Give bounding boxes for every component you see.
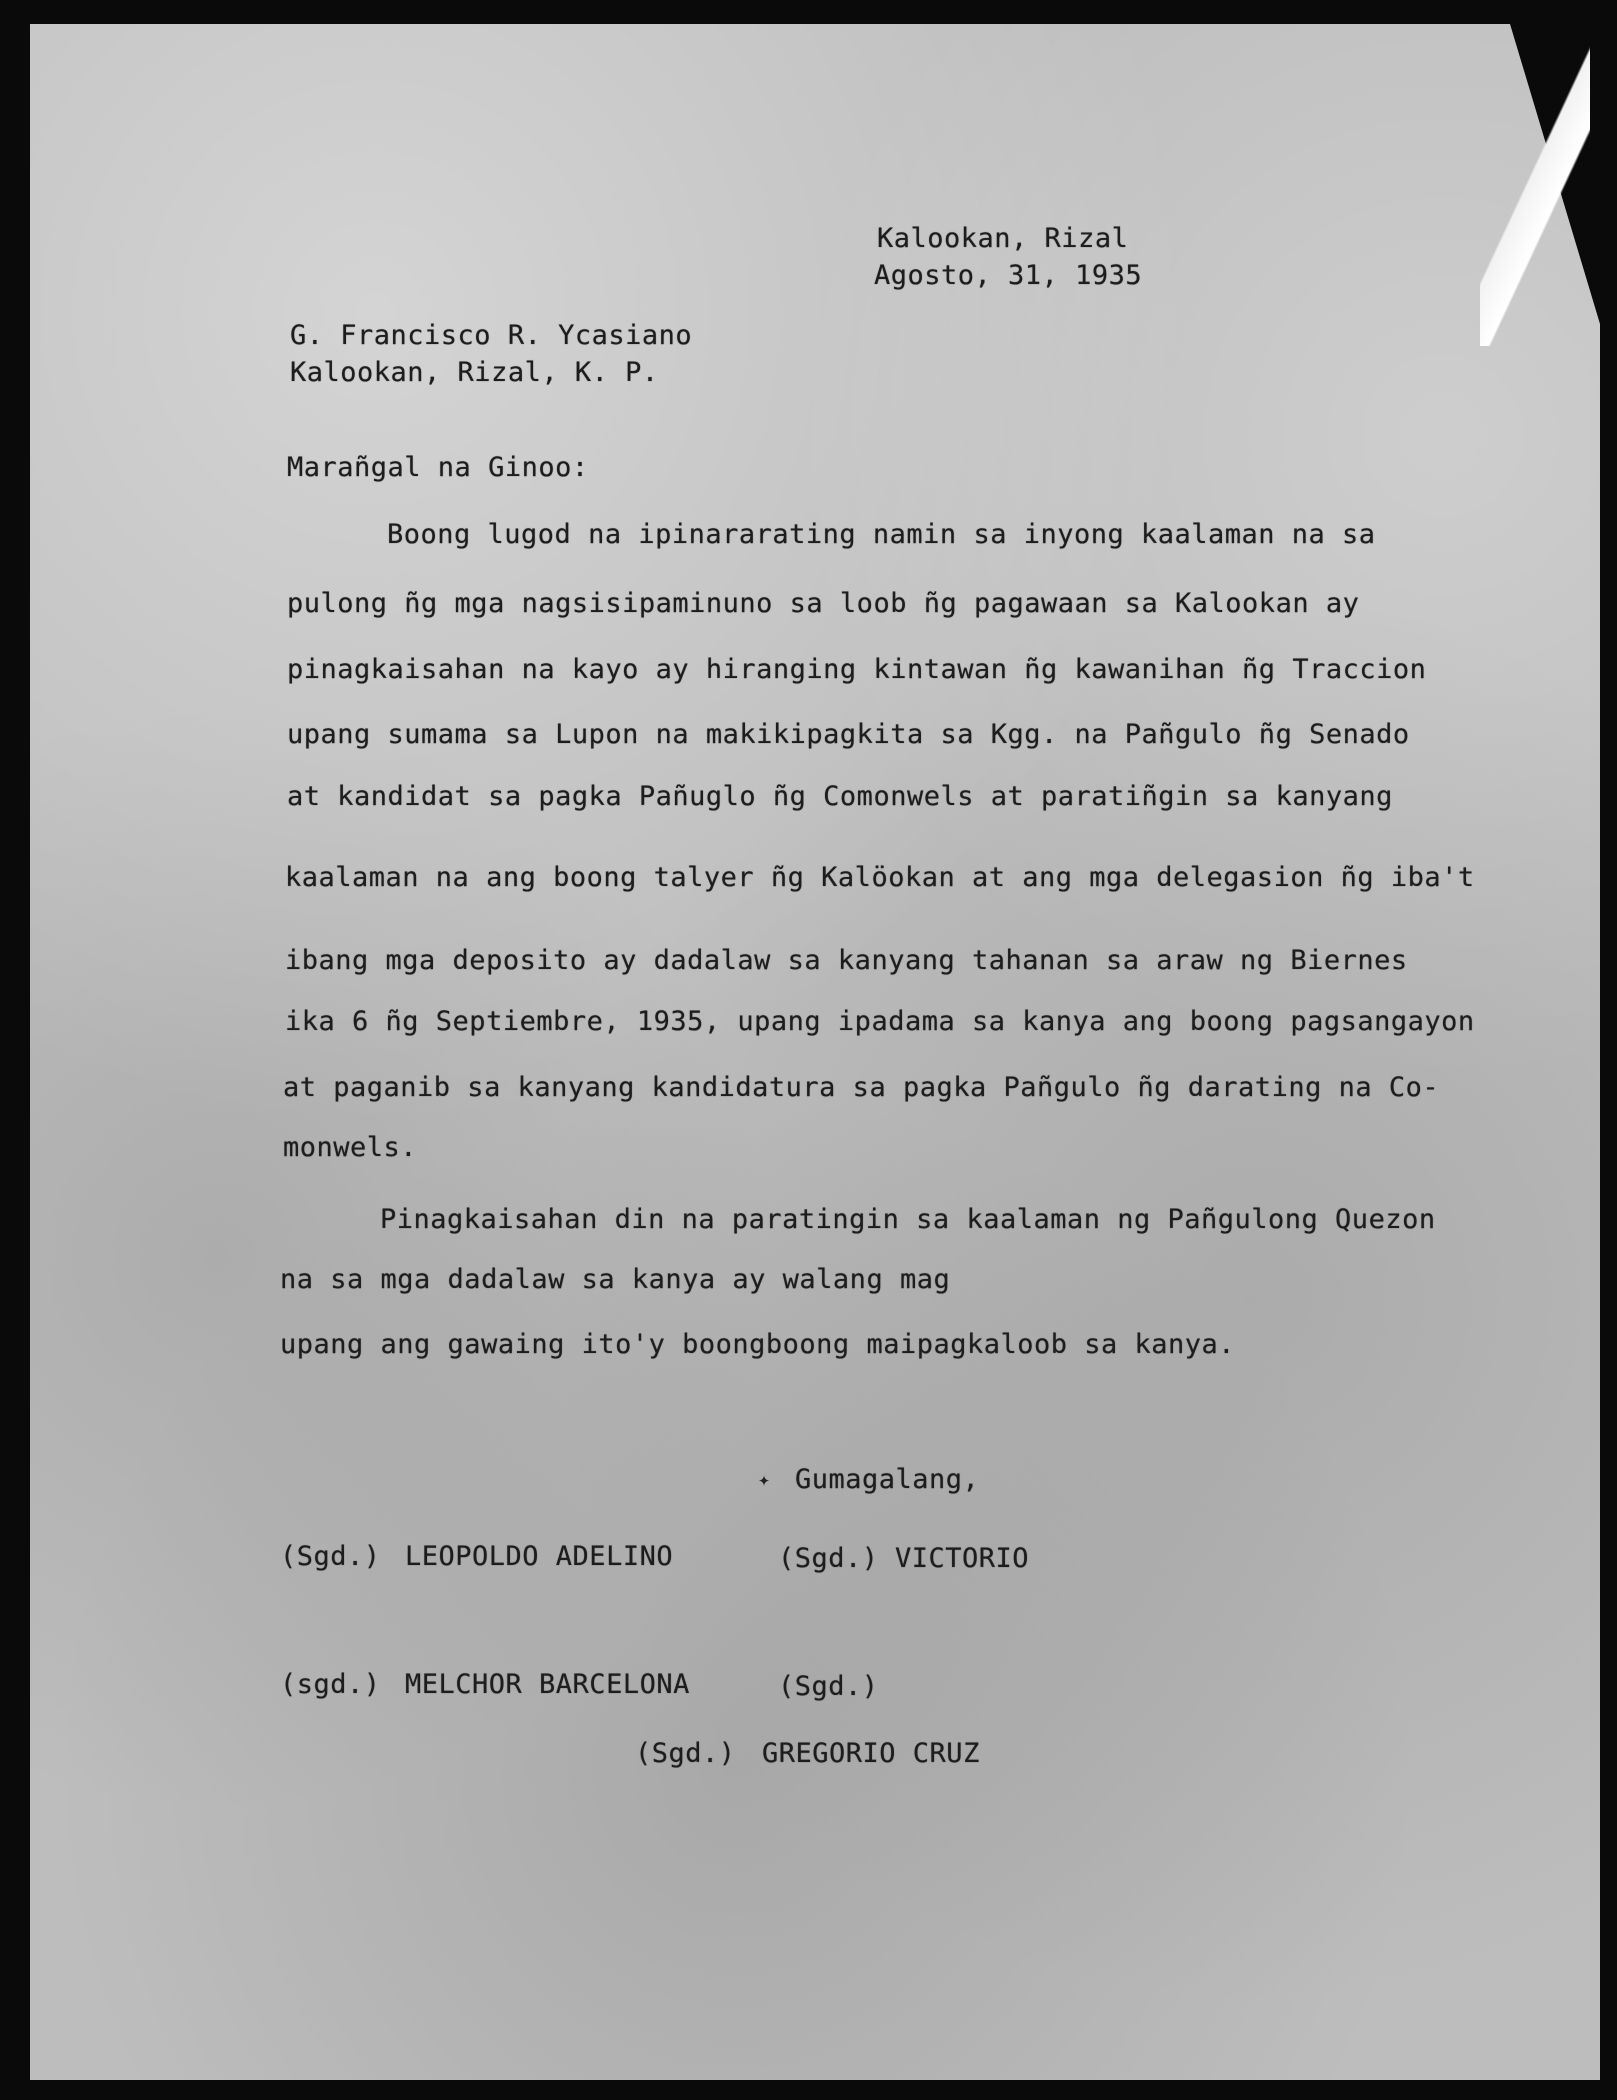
signature-prefix: (Sgd.) [280, 1541, 381, 1572]
signature-name: VICTORIO [895, 1543, 1030, 1574]
body-line: na sa mga dadalaw sa kanya ay walang mag [280, 1264, 951, 1295]
recipient-address: Kalookan, Rizal, K. P. [290, 357, 659, 388]
letter-date: Agosto, 31, 1935 [874, 260, 1143, 291]
folded-corner-highlight [1480, 36, 1590, 346]
letter-place: Kalookan, Rizal [877, 223, 1129, 254]
body-line: at kandidat sa pagka Pañuglo ñg Comonwels at paratiñgin sa kanyang [287, 781, 1393, 812]
salutation: Marañgal na Ginoo: [287, 452, 589, 483]
body-line: Pinagkaisahan din na paratingin sa kaalaman ng Pañgulong Quezon [380, 1204, 1436, 1235]
signature-prefix: (Sgd.) [635, 1738, 736, 1769]
signature-prefix: (Sgd.) [778, 1543, 879, 1574]
body-line: monwels. [283, 1132, 418, 1163]
body-line: pulong ñg mga nagsisipaminuno sa loob ñg pagawaan sa Kalookan ay [287, 588, 1360, 619]
signature-prefix: (Sgd.) [778, 1671, 879, 1702]
body-line: ika 6 ñg Septiembre, 1935, upang ipadama sa kanya ang boong pagsangayon [285, 1006, 1475, 1037]
body-line: ibang mga deposito ay dadalaw sa kanyang tahanan sa araw ng Biernes [285, 945, 1408, 976]
signature-prefix: (sgd.) [280, 1669, 381, 1700]
signature-name: MELCHOR BARCELONA [405, 1669, 690, 1700]
body-line: upang sumama sa Lupon na makikipagkita sa Kgg. na Pañgulo ñg Senado [287, 719, 1410, 750]
letter-page [30, 24, 1600, 2080]
ink-mark: ✦ [758, 1467, 771, 1491]
body-line: at paganib sa kanyang kandidatura sa pagka Pañgulo ñg darating na Co- [283, 1072, 1440, 1103]
closing: Gumagalang, [795, 1464, 980, 1495]
signature-name: LEOPOLDO ADELINO [405, 1541, 674, 1572]
signature-name: GREGORIO CRUZ [762, 1738, 980, 1769]
body-line: upang ang gawaing ito'y boongboong maipagkaloob sa kanya. [280, 1329, 1236, 1360]
recipient-name: G. Francisco R. Ycasiano [290, 320, 693, 351]
body-line: pinagkaisahan na kayo ay hiranging kintawan ñg kawanihan ñg Traccion [287, 654, 1427, 685]
body-line: Boong lugod na ipinararating namin sa inyong kaalaman na sa [387, 519, 1376, 550]
body-line: kaalaman na ang boong talyer ñg Kalöokan at ang mga delegasion ñg iba't [285, 862, 1475, 893]
